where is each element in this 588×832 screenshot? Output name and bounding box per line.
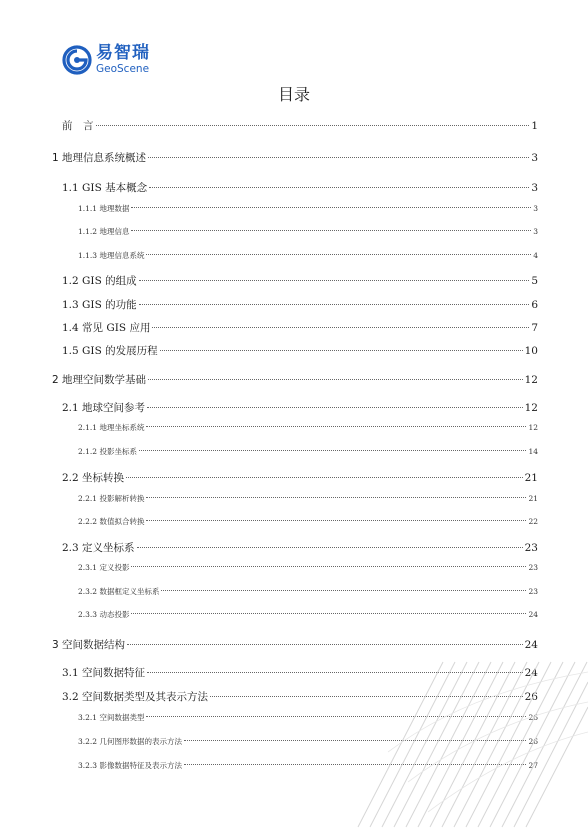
toc-entry-page: 3 <box>533 227 538 236</box>
toc-entry-label: 2.2 坐标转换 <box>62 472 125 484</box>
toc-entry-page: 26 <box>528 713 538 722</box>
toc-leader-dots <box>139 280 530 281</box>
logo-name-en: GeoScene <box>96 63 150 76</box>
toc-entry-page: 3 <box>533 204 538 213</box>
toc-entry[interactable] <box>78 203 538 214</box>
toc-leader-dots <box>139 450 526 451</box>
toc-leader-dots <box>131 566 526 567</box>
toc-leader-dots <box>152 327 529 328</box>
toc-entry[interactable] <box>78 422 538 433</box>
toc-leader-dots <box>161 590 526 591</box>
toc-entry[interactable] <box>78 493 538 504</box>
toc-leader-dots <box>160 350 523 351</box>
toc-entry-page: 21 <box>528 494 538 503</box>
toc-entry-label: 1.1.3 地理信息系统 <box>78 251 145 260</box>
toc-entry-label: 2.2.1 投影解析转换 <box>78 494 145 503</box>
toc-entry-page: 6 <box>531 299 538 311</box>
toc-leader-dots <box>148 157 529 158</box>
toc-leader-dots <box>139 304 530 305</box>
toc-entry[interactable] <box>62 343 538 358</box>
toc-entry-label: 2.3.1 定义投影 <box>78 563 130 572</box>
toc-entry[interactable] <box>78 446 538 457</box>
toc-entry[interactable] <box>78 226 538 237</box>
toc-leader-dots <box>149 187 529 188</box>
toc-entry[interactable] <box>62 118 538 133</box>
toc-entry-label: 2.1 地球空间参考 <box>62 402 146 414</box>
toc-entry[interactable] <box>78 516 538 527</box>
toc-entry-label: 3 空间数据结构 <box>52 639 126 651</box>
toc-entry-page: 12 <box>524 374 538 386</box>
toc-entry-label: 1 地理信息系统概述 <box>52 152 147 164</box>
logo-name-cn: 易智瑞 <box>96 43 150 64</box>
toc-entry[interactable] <box>62 320 538 335</box>
toc-leader-dots <box>126 477 523 478</box>
toc-leader-dots <box>146 426 526 427</box>
toc-entry-page: 1 <box>531 120 538 132</box>
toc-entry-label: 1.3 GIS 的功能 <box>62 299 137 311</box>
toc-leader-dots <box>147 407 523 408</box>
toc-entry-page: 12 <box>528 423 538 432</box>
toc-entry[interactable] <box>78 250 538 261</box>
toc-entry-page: 26 <box>524 691 538 703</box>
toc-entry[interactable] <box>62 180 538 195</box>
toc-entry-label: 2.3 定义坐标系 <box>62 542 135 554</box>
toc-entry-label: 2 地理空间数学基础 <box>52 374 147 386</box>
toc-entry-page: 26 <box>528 737 538 746</box>
toc-entry-label: 3.2.1 空间数据类型 <box>78 713 145 722</box>
toc-leader-dots <box>146 520 526 521</box>
toc-entry[interactable] <box>62 297 538 312</box>
toc-entry-label: 1.1 GIS 基本概念 <box>62 182 148 194</box>
toc-entry-page: 4 <box>533 251 538 260</box>
toc-entry-page: 14 <box>528 447 538 456</box>
toc-entry-label: 1.1.2 地理信息 <box>78 227 130 236</box>
toc-entry[interactable] <box>62 273 538 288</box>
toc-entry-page: 22 <box>528 517 538 526</box>
toc-entry-page: 21 <box>524 472 538 484</box>
toc-entry-page: 3 <box>531 152 538 164</box>
toc-entry[interactable] <box>78 609 538 620</box>
toc-entry-page: 23 <box>524 542 538 554</box>
toc-entry-label: 3.2.3 影像数据特征及表示方法 <box>78 761 182 770</box>
toc-entry-label: 2.1.2 投影坐标系 <box>78 447 137 456</box>
background-pattern <box>348 632 588 832</box>
toc-entry[interactable] <box>62 400 538 415</box>
toc-entry[interactable] <box>52 372 538 387</box>
toc-leader-dots <box>146 497 526 498</box>
toc-entry-page: 7 <box>531 322 538 334</box>
toc-entry-label: 2.1.1 地理坐标系统 <box>78 423 145 432</box>
toc-leader-dots <box>131 613 526 614</box>
toc-entry-label: 2.3.2 数据框定义坐标系 <box>78 587 160 596</box>
toc-entry-label: 1.1.1 地理数据 <box>78 204 130 213</box>
toc-entry-page: 10 <box>524 345 538 357</box>
toc-entry-label: 3.1 空间数据特征 <box>62 667 146 679</box>
toc-entry[interactable] <box>62 540 538 555</box>
toc-entry-label: 3.2 空间数据类型及其表示方法 <box>62 691 209 703</box>
toc-entry-page: 12 <box>524 402 538 414</box>
toc-entry-page: 23 <box>528 587 538 596</box>
toc-entry[interactable] <box>62 470 538 485</box>
toc-leader-dots <box>131 207 531 208</box>
toc-entry[interactable] <box>78 586 538 597</box>
toc-entry-label: 2.3.3 动态投影 <box>78 610 130 619</box>
toc-entry-label: 2.2.2 数值拟合转换 <box>78 517 145 526</box>
toc-entry-page: 23 <box>528 563 538 572</box>
toc-entry-page: 24 <box>524 639 538 651</box>
toc-leader-dots <box>146 254 531 255</box>
toc-leader-dots <box>137 547 523 548</box>
toc-leader-dots <box>131 230 531 231</box>
toc-entry-page: 5 <box>531 275 538 287</box>
toc-entry[interactable] <box>78 562 538 573</box>
toc-leader-dots <box>96 125 530 126</box>
toc-entry[interactable] <box>52 150 538 165</box>
toc-entry-label: 前 言 <box>62 120 94 132</box>
toc-entry-label: 1.2 GIS 的组成 <box>62 275 137 287</box>
toc-entry-page: 3 <box>531 182 538 194</box>
toc-entry-label: 1.5 GIS 的发展历程 <box>62 345 158 357</box>
page-title: 目录 <box>277 85 310 104</box>
toc-leader-dots <box>148 379 523 380</box>
toc-entry-page: 24 <box>528 610 538 619</box>
toc-entry-label: 1.4 常见 GIS 应用 <box>62 322 151 334</box>
toc-entry-page: 27 <box>528 761 538 770</box>
toc-entry-label: 3.2.2 几何图形数据的表示方法 <box>78 737 182 746</box>
toc-entry-page: 24 <box>524 667 538 679</box>
